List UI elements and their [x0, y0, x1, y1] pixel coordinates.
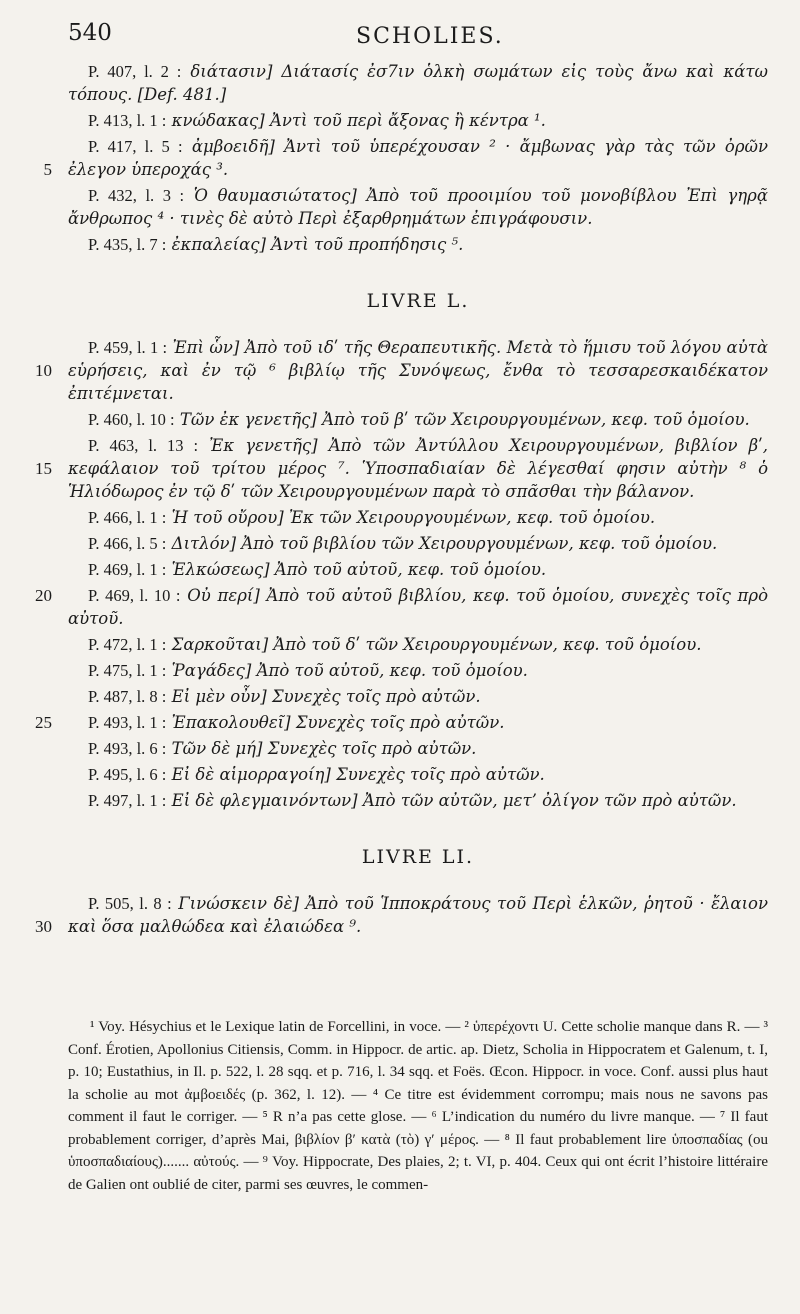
page-ref: P. 469, l. 1 :: [88, 560, 167, 579]
block-livre-l: [35, 336, 769, 812]
lemma: ἀμβοειδῆ]: [191, 137, 275, 156]
scholion-entry: [68, 633, 768, 656]
lemma: Ἡ τοῦ οὔρου]: [171, 508, 284, 527]
scholion-entry: [68, 408, 768, 431]
scholion-entry: [68, 685, 768, 708]
lemma: Ὁ θαυμασιώτατος]: [193, 186, 357, 205]
page-ref: P. 493, l. 1 :: [88, 713, 167, 732]
scholion-entry: [68, 558, 768, 581]
page-ref: P. 460, l. 10 :: [88, 410, 175, 429]
page-ref: P. 463, l. 13 :: [88, 436, 199, 455]
page-number: 540: [68, 20, 112, 46]
line-number: 15: [35, 459, 52, 478]
scholion-text: Ἀντὶ τοῦ ὑπερέχουσαν ² · ἄμβωνας γὰρ τὰς τῶν ὀρῶν ἐλεγον ὑπεροχάς ³.: [68, 137, 769, 179]
scholion-entry: [35, 434, 768, 503]
scholion-entry: [68, 763, 768, 786]
page-ref: P. 413, l. 1 :: [88, 111, 167, 130]
scholion-entry: [68, 184, 768, 230]
lemma: Τῶν δὲ μή]: [171, 739, 263, 758]
page-ref: P. 475, l. 1 :: [88, 661, 167, 680]
lemma: Εἰ μὲν οὖν]: [171, 687, 267, 706]
scholion-entry: [68, 233, 768, 256]
scholion-text: Ἀπὸ τῶν αὐτῶν, μετ’ ὀλίγον τῶν πρὸ αὐτῶν.: [362, 791, 737, 810]
scholion-text: Ἀπὸ τοῦ ιδʹ τῆς Θεραπευτικῆς. Μετὰ τὸ ἥμισυ τοῦ λόγου αὐτὰ εὑρήσεις, καὶ ἐν τῷ ⁶ βιβλίῳ τῆς Συνόψεως, ἔνθα τὸ τεσσαρεσκαιδέκατον ἐπιτέμνεται.: [68, 338, 769, 403]
line-number: 30: [35, 917, 52, 936]
lemma: Ἐπακολουθεῖ]: [171, 713, 291, 732]
page-ref: P. 435, l. 7 :: [88, 235, 167, 254]
scholion-entry: [43, 135, 769, 181]
scholion-entry: [68, 60, 768, 106]
scholion-text: Ἀντὶ τοῦ περὶ ἄξονας ἢ κέντρα ¹.: [269, 111, 546, 130]
scholion-text: Ἐκ τῶν Χειρουργουμένων, κεφ. τοῦ ὁμοίου.: [288, 508, 656, 527]
page-ref: P. 493, l. 6 :: [88, 739, 167, 758]
page-ref: P. 466, l. 1 :: [88, 508, 167, 527]
section-heading-livre-l: LIVRE L.: [366, 290, 470, 312]
line-number: 10: [35, 361, 52, 380]
lemma: Ἐκ γενετῆς]: [209, 436, 318, 455]
scholion-text: Ἀντὶ τοῦ προπήδησις ⁵.: [271, 235, 464, 254]
line-number: 25: [35, 713, 52, 732]
scholion-entry: [68, 532, 768, 555]
line-number: 20: [35, 586, 52, 605]
scholion-entry: [68, 109, 768, 132]
scholion-text: Συνεχὲς τοῖς πρὸ αὐτῶν.: [295, 713, 505, 732]
scholion-text: Ἀπὸ τοῦ προοιμίου τοῦ μονοβίβλου Ἐπὶ γηρᾷ ἄνθρωπος ⁴ · τινὲς δὲ αὐτὸ Περὶ ἐξαρθρημάτων ἐπιγράφουσιν.: [68, 186, 768, 228]
scholion-entry: [68, 506, 768, 529]
scholion-entry: [68, 737, 768, 760]
page-ref: P. 495, l. 6 :: [88, 765, 167, 784]
scholion-text: Ἀπὸ τοῦ αὐτοῦ, κεφ. τοῦ ὁμοίου.: [256, 661, 528, 680]
lemma: Διτλόν]: [171, 534, 237, 553]
scholion-entry: [68, 789, 768, 812]
scholion-entry: [35, 336, 769, 405]
scholion-text: Συνεχὲς τοῖς πρὸ αὐτῶν.: [336, 765, 545, 784]
lemma: Γινώσκειν δὲ]: [178, 894, 299, 913]
scholia-body: [35, 60, 769, 941]
lemma: διάτασιν]: [190, 62, 273, 81]
scholion-text: Συνεχὲς τοῖς πρὸ αὐτῶν.: [267, 739, 477, 758]
block-livre-xlix: [43, 60, 769, 256]
line-number: 5: [43, 160, 52, 179]
lemma: ἐκπαλείας]: [171, 235, 266, 254]
lemma: Ἑλκώσεως]: [171, 560, 270, 579]
page-ref: P. 505, l. 8 :: [88, 894, 172, 913]
scholion-text: Ἀπὸ τοῦ αὐτοῦ βιβλίου, κεφ. τοῦ ὁμοίου, συνεχὲς τοῖς πρὸ αὐτοῦ.: [68, 586, 769, 628]
page-ref: P. 466, l. 5 :: [88, 534, 167, 553]
lemma: Ἐπὶ ὧν]: [172, 338, 240, 357]
scholion-entry: [35, 584, 769, 630]
page-ref: P. 497, l. 1 :: [88, 791, 167, 810]
page-ref: P. 459, l. 1 :: [88, 338, 168, 357]
scholion-text: Ἀπὸ τῶν Ἀντύλλου Χειρουργουμένων, βιβλίον βʹ, κεφάλαιον τοῦ τρίτου μέρος ⁷. Ὑποσπαδιαίαν δὲ λέγεσθαί φησιν αὐτὴν ⁸ ὁ Ἡλιόδωρος ἐν τῷ δʹ τῶν Χειρουργουμένων παρὰ τὸ σπᾶσθαι τὴν βάλανον.: [68, 436, 768, 501]
scholion-entry: [35, 892, 769, 938]
lemma: Εἰ δὲ φλεγμαινόντων]: [171, 791, 358, 810]
lemma: κνώδακας]: [171, 111, 265, 130]
page-ref: P. 472, l. 1 :: [88, 635, 167, 654]
scholion-text: Ἀπὸ τοῦ δʹ τῶν Χειρουργουμένων, κεφ. τοῦ ὁμοίου.: [273, 635, 702, 654]
lemma: Εἰ δὲ αἱμορραγοίη]: [171, 765, 331, 784]
page-ref: P. 432, l. 3 :: [88, 186, 185, 205]
scholion-text: Ἀπὸ τοῦ Ἱπποκράτους τοῦ Περὶ ἑλκῶν, ῥητοῦ · ἔλαιον καὶ ὅσα μαλθώδεα καὶ ἐλαιώδεα ⁹.: [68, 894, 769, 936]
lemma: Ῥαγάδες]: [171, 661, 252, 680]
scholion-entry: [68, 659, 768, 682]
scholion-text: Ἀπὸ τοῦ βιβλίου τῶν Χειρουργουμένων, κεφ. τοῦ ὁμοίου.: [241, 534, 718, 553]
scholion-text: Διάτασίς ἐσ7ιν ὁλκὴ σωμάτων εἰς τοὺς ἄνω καὶ κάτω τόπους. [Def. 481.]: [68, 62, 768, 104]
running-title: SCHOLIES.: [356, 24, 504, 49]
lemma: Τῶν ἐκ γενετῆς]: [179, 410, 317, 429]
lemma: Οὐ περί]: [187, 586, 260, 605]
page-ref: P. 487, l. 8 :: [88, 687, 167, 706]
lemma: Σαρκοῦται]: [171, 635, 269, 654]
section-heading-livre-li: LIVRE LI.: [361, 846, 475, 868]
page-ref: P. 417, l. 5 :: [88, 137, 183, 156]
page-ref: P. 407, l. 2 :: [88, 62, 182, 81]
scholion-text: Ἀπὸ τοῦ βʹ τῶν Χειρουργουμένων, κεφ. τοῦ ὁμοίου.: [322, 410, 750, 429]
block-livre-li: [35, 892, 769, 938]
scholion-text: Ἀπὸ τοῦ αὐτοῦ, κεφ. τοῦ ὁμοίου.: [274, 560, 547, 579]
page-ref: P. 469, l. 10 :: [88, 586, 181, 605]
scholion-text: Συνεχὲς τοῖς πρὸ αὐτῶν.: [271, 687, 481, 706]
footnotes: ¹ Voy. Hésychius et le Lexique latin de Forcellini, in voce. — ² ὑπερέχοντι U. Cette scholie manque dans R. — ³ Conf. Érotien, Apollonius Citiensis, Comm. in Hippocr. de artic. ap. Dietz, Scholia in Hippocratem et Galenum, t. I, p. 10; Eustathius, in Il. p. 522, l. 28 sqq. et p. 716, l. 34 sqq. et Foës. Œcon. Hippocr. in voce. Conf. aussi plus haut la scholie au mot ἀμβοειδές (p. 362, l. 12). — ⁴ Ce titre est évidemment corrompu; mais nous ne savons pas comment il faut le corriger. — ⁵ R n’a pas cette glose. — ⁶ L’indication du numéro du livre manque. — ⁷ Il faut probablement corriger, d’après Mai, βιβλίον βʹ κατὰ (τὸ) γʹ μέρος. — ⁸ Il faut probablement lire ὑποσπαδίας (ou ὑποσπαδιαίους)....... αὐτούς. — ⁹ Voy. Hippocrate, Des plaies, 2; t. VI, p. 404. Ceux qui ont écrit l’histoire littéraire de Galien ont oublié de citer, parmi ses œuvres, le commen-: [68, 1019, 768, 1193]
scholion-entry: [35, 711, 768, 734]
